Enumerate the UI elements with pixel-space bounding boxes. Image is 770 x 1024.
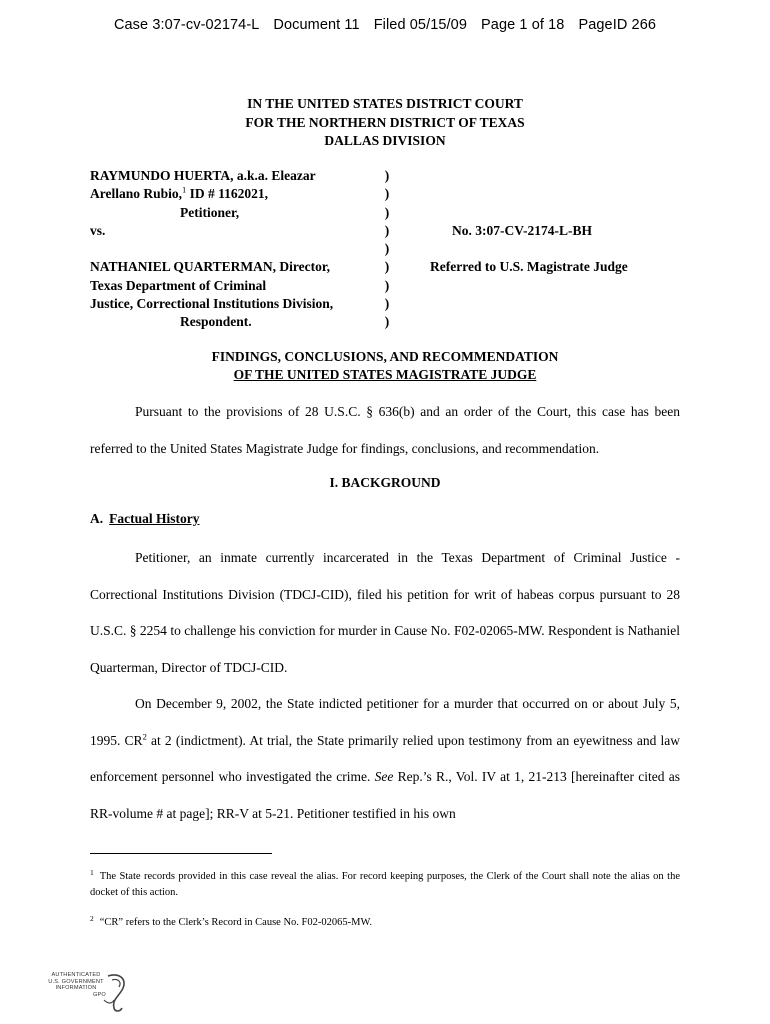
petitioner-line-2 [90, 185, 380, 203]
footnote-ref-1: 1 [182, 184, 187, 195]
caption-parties [90, 167, 380, 332]
intro-paragraph: Pursuant to the provisions of 28 U.S.C. § 636(b) and an order of the Court, this case has been referred to the United States Magistrate Judge for findings, conclusions, and recommendation. [90, 404, 680, 456]
court-line-1: IN THE UNITED STATES DISTRICT COURT [247, 96, 523, 111]
page-count: Page 1 of 18 [481, 17, 565, 33]
title-line-1: FINDINGS, CONCLUSIONS, AND RECOMMENDATION [211, 349, 559, 364]
footnote-2 [90, 915, 680, 931]
paragraph-factual-2 [90, 686, 680, 832]
gpo-eagle-icon [42, 970, 132, 1014]
gpo-line-4: GPO [92, 991, 106, 998]
caption-spacer-1 [430, 167, 690, 185]
paren-8: ) [384, 296, 390, 312]
caption-parentheses [380, 167, 394, 332]
title-line-2: OF THE UNITED STATES MAGISTRATE JUDGE [233, 367, 537, 383]
gpo-line-3: INFORMATION [55, 985, 97, 992]
caption-blank-line [90, 240, 380, 258]
respondent-line-3: Justice, Correctional Institutions Division, [90, 296, 334, 312]
paren-9: ) [384, 314, 390, 330]
court-line-2: FOR THE NORTHERN DISTRICT OF TEXAS [245, 114, 525, 130]
caption-case-info [430, 167, 690, 277]
subsection-letter: A. [90, 511, 104, 526]
paren-2: ) [384, 186, 390, 202]
petitioner-alias: Arellano Rubio, [90, 186, 183, 202]
paren-1: ) [384, 168, 390, 183]
paren-7: ) [384, 277, 390, 293]
footnote-2-text: “CR” refers to the Clerk’s Record in Cause No. F02-02065-MW. [99, 917, 373, 928]
gpo-line-1: AUTHENTICATED [51, 972, 101, 978]
court-line-3: DALLAS DIVISION [324, 133, 446, 148]
paragraph-3-part-1: On December 9, 2002, the State indicted petitioner for a murder that occurred on or about July 5, 1995. CR [90, 696, 680, 748]
respondent-line-1: NATHANIEL QUARTERMAN, Director, [90, 259, 331, 275]
document-number: Document 11 [273, 17, 360, 33]
gpo-line-2: U.S. GOVERNMENT [48, 978, 104, 985]
subsection-title: Factual History [109, 511, 200, 526]
section-heading: I. BACKGROUND [329, 475, 441, 490]
case-number: Case 3:07-cv-02174-L [113, 17, 260, 33]
court-heading [0, 95, 770, 151]
footnote-divider [90, 853, 272, 854]
page-id: PageID 266 [578, 17, 657, 33]
citation-signal: See [374, 769, 394, 785]
filed-date: Filed 05/15/09 [373, 17, 468, 33]
caption-spacer-3 [430, 204, 690, 222]
petitioner-line-1: RAYMUNDO HUERTA, a.k.a. Eleazar [90, 168, 316, 183]
referral-note: Referred to U.S. Magistrate Judge [430, 259, 628, 275]
paren-5: ) [384, 241, 390, 257]
versus: vs. [90, 222, 106, 238]
respondent-role: Respondent. [180, 314, 252, 330]
subsection-heading [90, 511, 200, 527]
petitioner-role: Petitioner, [180, 204, 240, 220]
caption-spacer-4 [430, 240, 690, 258]
footnote-1-number: 1 [90, 867, 94, 877]
respondent-line-2: Texas Department of Criminal [90, 277, 267, 293]
paragraph-3-part-3: Rep.’s R., Vol. IV at 1, 21-213 [hereinafter cited as RR-volume # at page]; RR-V at 5-21. Petitioner testified in his own [90, 769, 680, 821]
gpo-authentication-logo [42, 970, 132, 1014]
paren-3: ) [384, 204, 390, 220]
petitioner-id: ID # 1162021, [186, 186, 269, 202]
footnote-2-number: 2 [90, 913, 94, 923]
filing-header [0, 17, 770, 33]
paragraph-factual-1: Petitioner, an inmate currently incarcerated in the Texas Department of Criminal Justice - Correctional Institutions Division (TDCJ-CID), filed his petition for writ of habeas corpus pursuant to 28 U.S.C. § 2254 to challenge his conviction for murder in Cause No. F02-02065-MW. Respondent is Nathaniel Quarterman, Director of TDCJ-CID. [90, 550, 680, 675]
document-title [0, 348, 770, 385]
paragraph-3-part-2: at 2 (indictment). At trial, the State primarily relied upon testimony from an eyewitness and law enforcement personnel who investigated the crime. [90, 732, 680, 785]
paren-6: ) [384, 259, 390, 275]
footnote-ref-2: 2 [142, 731, 147, 742]
footnote-1 [90, 869, 680, 901]
paren-4: ) [384, 222, 390, 238]
footnote-1-text: The State records provided in this case reveal the alias. For record keeping purposes, the Clerk of the Court shall note the alias on the docket of this action. [90, 871, 680, 898]
case-no: No. 3:07-CV-2174-L-BH [452, 222, 592, 238]
caption-spacer-2 [430, 185, 690, 203]
